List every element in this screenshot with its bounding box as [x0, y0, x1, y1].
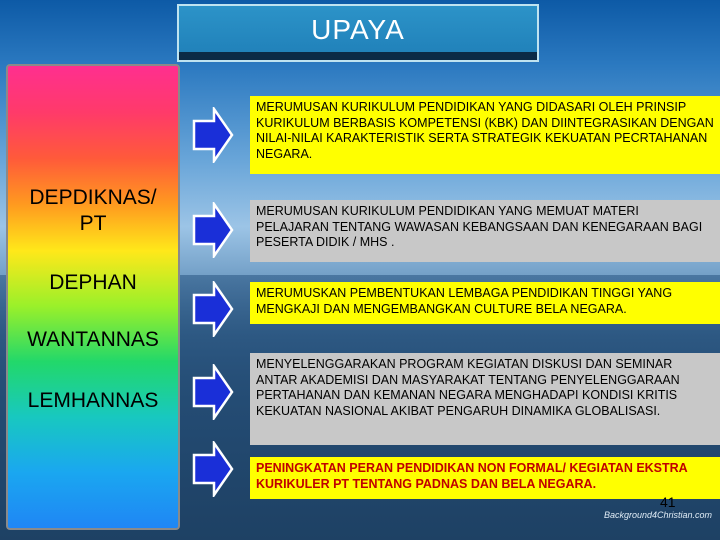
item-box-2: MERUMUSAN KURIKULUM PENDIDIKAN YANG MEMUAT MATERI PELAJARAN TENTANG WAWASAN KEBANGSAAN DAN KENEGARAAN BAGI PESERTA DIDIK / MHS .: [250, 200, 720, 262]
agency-dephan: DEPHAN: [49, 271, 137, 294]
arrow-right-icon: [192, 364, 234, 420]
arrow-right-icon: [192, 107, 234, 163]
agency-lemhannas: LEMHANNAS: [27, 389, 159, 412]
item-box-1: MERUMUSAN KURIKULUM PENDIDIKAN YANG DIDASARI OLEH PRINSIP KURIKULUM BERBASIS KOMPETENSI (KBK) DAN DIINTEGRASIKAN DENGAN NILAI-NILAI KARAKTERISTIK SERTA STRATEGIK KEKUATAN PECRTAHANAN NEGARA.: [250, 96, 720, 174]
page-title: UPAYA: [311, 14, 405, 45]
watermark-text: Background4Christian.com: [604, 510, 713, 520]
arrow-right-icon: [192, 441, 234, 497]
agency-panel: [6, 64, 180, 530]
arrow-right-icon: [192, 202, 234, 258]
page-number: 41: [660, 494, 676, 510]
title-banner: [177, 4, 539, 62]
arrow-right-icon: [192, 281, 234, 337]
agency-depdiknas: DEPDIKNAS/ PT: [29, 186, 157, 235]
item-box-4: MENYELENGGARAKAN PROGRAM KEGIATAN DISKUSI DAN SEMINAR ANTAR AKADEMISI DAN MASYARAKAT TENTANG PENYELENGGARAAN PERTAHANAN DAN KEMANAN NEGARA MENGHADAPI KONDISI KRITIS KEKUATAN NASIONAL AKIBAT PENGARUH DINAMIKA GLOBALISASI.: [250, 353, 720, 445]
item-box-5: PENINGKATAN PERAN PENDIDIKAN NON FORMAL/ KEGIATAN EKSTRA KURIKULER PT TENTANG PADNAS DAN BELA NEGARA.: [250, 457, 720, 499]
item-box-3: MERUMUSKAN PEMBENTUKAN LEMBAGA PENDIDIKAN TINGGI YANG MENGKAJI DAN MENGEMBANGKAN CULTURE BELA NEGARA.: [250, 282, 720, 324]
agency-wantannas: WANTANNAS: [27, 328, 159, 351]
